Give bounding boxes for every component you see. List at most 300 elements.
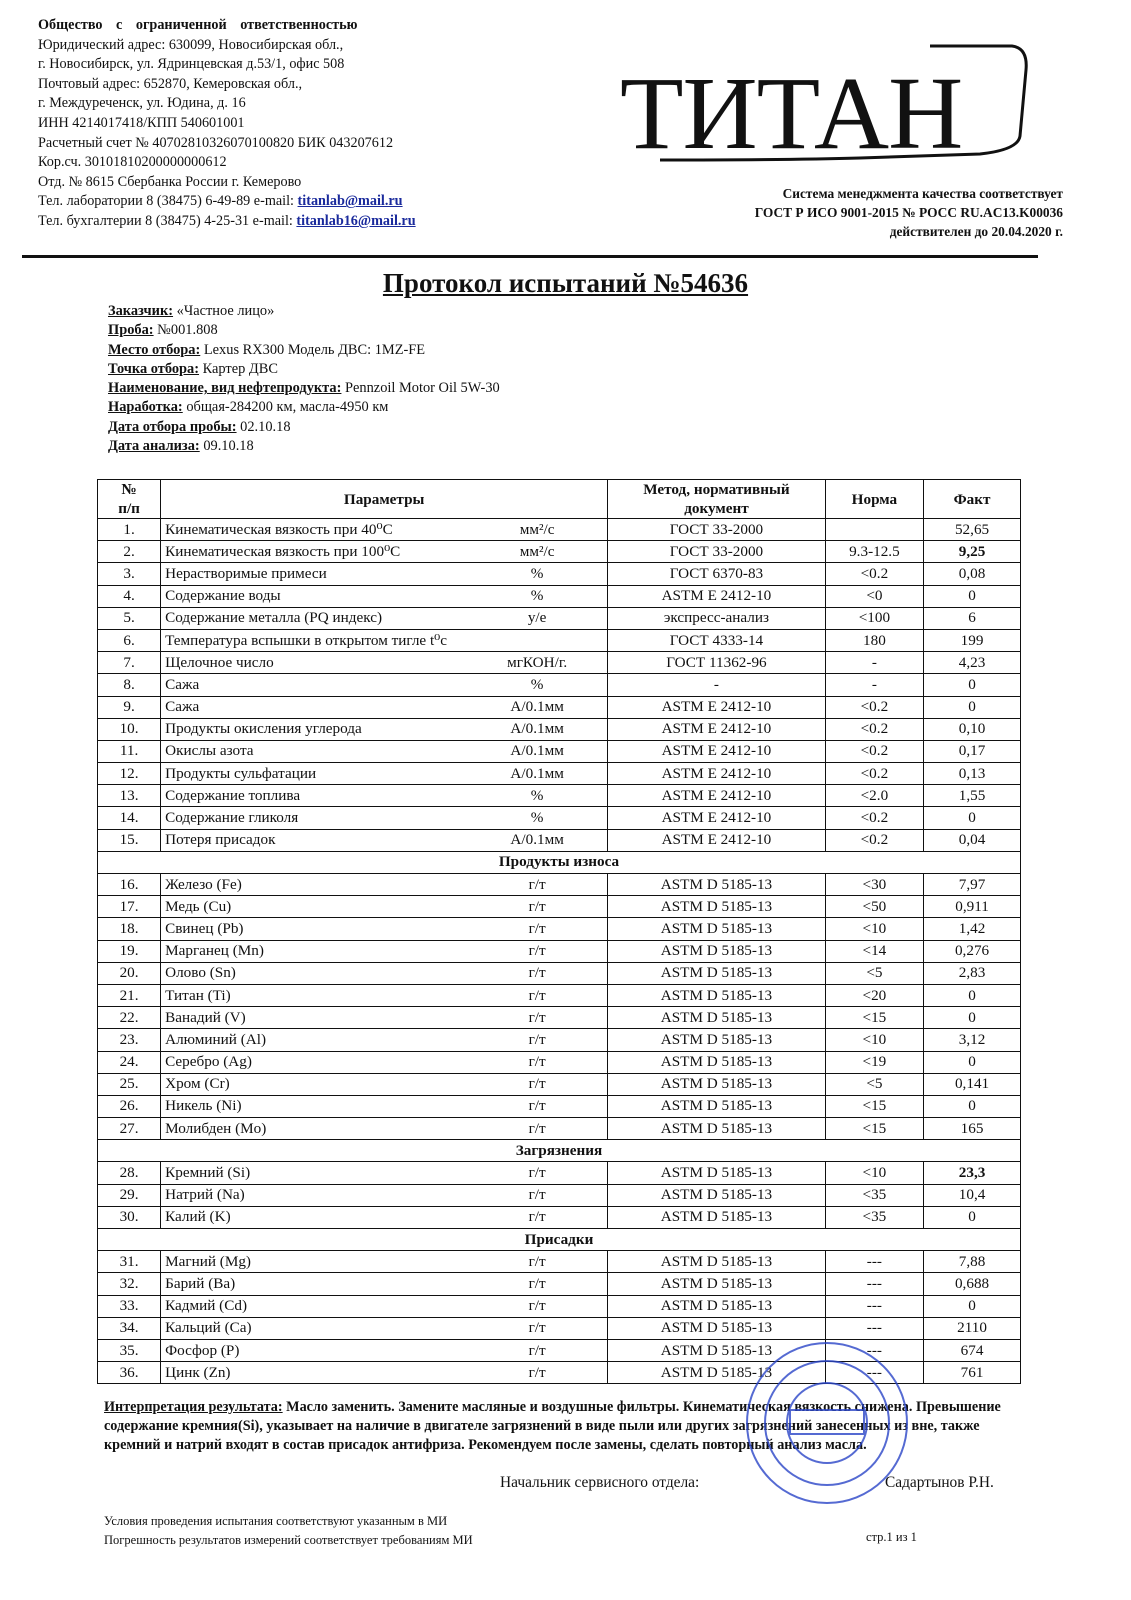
meta-line (108, 321, 500, 340)
row-number: 14. (98, 807, 161, 829)
table-row (98, 541, 1021, 563)
table-row (98, 1273, 1021, 1295)
row-parameter (161, 940, 608, 962)
parameter-name: Калий (K) (165, 1208, 231, 1226)
row-parameter (161, 1184, 608, 1206)
row-norm: --- (825, 1362, 923, 1384)
row-number: 23. (98, 1029, 161, 1051)
company-address-line: Кор.сч. 30101810200000000612 (38, 154, 227, 171)
parameter-name: Окислы азота (165, 742, 254, 760)
row-fact: 6 (924, 607, 1021, 629)
company-address-line: Отд. № 8615 Сбербанка России г. Кемерово (38, 173, 302, 190)
table-row (98, 652, 1021, 674)
table-row (98, 519, 1021, 541)
row-parameter (161, 1339, 608, 1361)
table-row (98, 629, 1021, 651)
results-body (98, 519, 1021, 1384)
table-row (98, 718, 1021, 740)
meta-line (108, 360, 500, 379)
row-number: 27. (98, 1118, 161, 1140)
parameter-unit: А/0.1мм (510, 742, 564, 760)
row-fact: 0,08 (924, 563, 1021, 585)
parameter-unit: г/т (528, 1274, 546, 1292)
meta-key: Дата анализа: (108, 438, 200, 455)
row-parameter (161, 563, 608, 585)
parameter-unit: г/т (528, 1319, 546, 1337)
row-method: ASTM E 2412-10 (608, 785, 826, 807)
row-fact: 199 (924, 629, 1021, 651)
table-row (98, 1295, 1021, 1317)
row-number: 24. (98, 1051, 161, 1073)
meta-key: Место отбора: (108, 341, 201, 358)
row-fact: 7,97 (924, 874, 1021, 896)
row-fact: 674 (924, 1339, 1021, 1361)
row-norm: <10 (825, 1029, 923, 1051)
certification-block (755, 184, 1063, 241)
row-method: ГОСТ 4333-14 (608, 629, 826, 651)
row-norm: <0.2 (825, 563, 923, 585)
row-norm: <15 (825, 1095, 923, 1117)
header-number: № п/п (98, 480, 161, 519)
meta-line (108, 379, 500, 398)
row-number: 12. (98, 763, 161, 785)
company-address-lines (38, 36, 558, 193)
parameter-name: Барий (Ba) (165, 1274, 236, 1292)
parameter-name: Содержание гликоля (165, 809, 299, 827)
row-method: ГОСТ 33-2000 (608, 519, 826, 541)
section-label: Продукты износа (98, 851, 1021, 873)
header-norm: Норма (825, 480, 923, 519)
parameter-name: Сажа (165, 675, 200, 693)
table-row (98, 785, 1021, 807)
row-parameter (161, 785, 608, 807)
row-method: ASTM D 5185-13 (608, 1162, 826, 1184)
section-label: Загрязнения (98, 1140, 1021, 1162)
row-parameter (161, 1317, 608, 1339)
row-method: ГОСТ 11362-96 (608, 652, 826, 674)
row-fact: 23,3 (924, 1162, 1021, 1184)
row-parameter (161, 652, 608, 674)
row-fact: 0,911 (924, 896, 1021, 918)
table-row (98, 1317, 1021, 1339)
accounting-email-link[interactable]: titanlab16@mail.ru (296, 212, 416, 229)
row-parameter (161, 896, 608, 918)
header-method: Метод, нормативный документ (608, 480, 826, 519)
parameter-name: Алюминий (Al) (165, 1030, 267, 1048)
meta-value: «Частное лицо» (173, 303, 275, 319)
header-fact: Факт (924, 480, 1021, 519)
company-info (38, 16, 558, 232)
row-fact: 0,276 (924, 940, 1021, 962)
row-method: ASTM D 5185-13 (608, 1118, 826, 1140)
parameter-name: Фосфор (P) (165, 1341, 240, 1359)
parameter-name: Никель (Ni) (165, 1097, 242, 1115)
row-number: 16. (98, 874, 161, 896)
row-number: 22. (98, 1007, 161, 1029)
row-norm: <20 (825, 984, 923, 1006)
row-number: 31. (98, 1251, 161, 1273)
row-norm: <0.2 (825, 718, 923, 740)
row-method: ASTM D 5185-13 (608, 1339, 826, 1361)
logo-swoosh-icon (620, 40, 1065, 165)
row-method: ASTM D 5185-13 (608, 1095, 826, 1117)
section-row (98, 1229, 1021, 1251)
row-norm: <19 (825, 1051, 923, 1073)
stamp-icon (742, 1338, 912, 1508)
row-norm: <0.2 (825, 807, 923, 829)
row-number: 2. (98, 541, 161, 563)
row-parameter (161, 763, 608, 785)
row-norm: <14 (825, 940, 923, 962)
company-address-line: Почтовый адрес: 652870, Кемеровская обл., (38, 75, 303, 92)
row-norm: <35 (825, 1206, 923, 1228)
parameter-name: Кинематическая вязкость при 40⁰С (165, 520, 393, 538)
row-method: ASTM D 5185-13 (608, 1295, 826, 1317)
parameter-name: Молибден (Mo) (165, 1119, 267, 1137)
row-number: 21. (98, 984, 161, 1006)
company-address-line: г. Междуреченск, ул. Юдина, д. 16 (38, 95, 246, 112)
row-method: ГОСТ 6370-83 (608, 563, 826, 585)
parameter-unit: А/0.1мм (510, 720, 564, 738)
section-row (98, 851, 1021, 873)
row-fact: 0 (924, 1095, 1021, 1117)
parameter-unit: г/т (528, 1053, 546, 1071)
parameter-name: Содержание топлива (165, 786, 301, 804)
parameter-unit: мгКОН/г. (507, 653, 568, 671)
lab-email-link[interactable]: titanlab@mail.ru (297, 193, 403, 210)
row-number: 26. (98, 1095, 161, 1117)
row-fact: 1,42 (924, 918, 1021, 940)
row-fact: 0 (924, 1051, 1021, 1073)
row-norm: <35 (825, 1184, 923, 1206)
footer-line: Погрешность результатов измерений соответствует требованиям МИ (104, 1533, 473, 1547)
page-number: стр.1 из 1 (866, 1530, 917, 1544)
interpretation-label: Интерпретация результата: (104, 1399, 283, 1415)
table-row (98, 1184, 1021, 1206)
row-norm: <5 (825, 962, 923, 984)
row-method: ASTM D 5185-13 (608, 896, 826, 918)
parameter-name: Марганец (Mn) (165, 942, 264, 960)
company-name: Общество с ограниченной ответственностью (38, 17, 358, 33)
row-method: ASTM D 5185-13 (608, 1007, 826, 1029)
row-number: 9. (98, 696, 161, 718)
row-norm: <10 (825, 1162, 923, 1184)
row-fact: 1,55 (924, 785, 1021, 807)
parameter-name: Медь (Cu) (165, 897, 232, 915)
row-norm: <2.0 (825, 785, 923, 807)
parameter-name: Магний (Mg) (165, 1252, 251, 1270)
parameter-unit: мм²/с (519, 542, 555, 560)
parameter-name: Натрий (Na) (165, 1186, 245, 1204)
row-norm: <15 (825, 1118, 923, 1140)
table-row (98, 1206, 1021, 1228)
row-fact: 0,141 (924, 1073, 1021, 1095)
row-method: ASTM D 5185-13 (608, 1073, 826, 1095)
row-fact: 7,88 (924, 1251, 1021, 1273)
parameter-name: Сажа (165, 698, 200, 716)
row-fact: 0,688 (924, 1273, 1021, 1295)
row-norm: <0.2 (825, 696, 923, 718)
row-norm: <50 (825, 896, 923, 918)
parameter-unit: г/т (528, 1075, 546, 1093)
parameter-unit: г/т (528, 1119, 546, 1137)
row-number: 29. (98, 1184, 161, 1206)
meta-value: №001.808 (153, 322, 218, 339)
parameter-name: Кальций (Ca) (165, 1319, 252, 1337)
parameter-unit: у/е (527, 609, 547, 627)
row-norm: <0.2 (825, 740, 923, 762)
signature-name: Садартынов Р.Н. (885, 1474, 994, 1491)
row-parameter (161, 541, 608, 563)
row-parameter (161, 1095, 608, 1117)
row-norm: - (825, 652, 923, 674)
row-number: 17. (98, 896, 161, 918)
meta-line (108, 341, 500, 360)
row-fact: 3,12 (924, 1029, 1021, 1051)
row-method: ASTM E 2412-10 (608, 829, 826, 851)
row-method: ASTM D 5185-13 (608, 874, 826, 896)
row-number: 35. (98, 1339, 161, 1361)
row-parameter (161, 1007, 608, 1029)
table-row (98, 962, 1021, 984)
row-method: - (608, 674, 826, 696)
meta-value: Картер ДВС (199, 360, 278, 377)
meta-line (108, 418, 500, 437)
row-norm: --- (825, 1317, 923, 1339)
row-method: ASTM E 2412-10 (608, 696, 826, 718)
meta-value: общая-284200 км, масла-4950 км (182, 399, 389, 416)
row-parameter (161, 718, 608, 740)
row-parameter (161, 874, 608, 896)
row-norm: <0.2 (825, 763, 923, 785)
row-fact: 10,4 (924, 1184, 1021, 1206)
row-number: 33. (98, 1295, 161, 1317)
row-parameter (161, 918, 608, 940)
parameter-name: Цинк (Zn) (165, 1363, 231, 1381)
parameter-name: Нерастворимые примеси (165, 564, 327, 582)
page-title: Протокол испытаний №54636 (382, 268, 749, 298)
row-fact: 0 (924, 984, 1021, 1006)
row-number: 15. (98, 829, 161, 851)
parameter-name: Кинематическая вязкость при 100⁰С (165, 542, 401, 560)
parameter-unit: г/т (528, 1008, 546, 1026)
row-method: ASTM D 5185-13 (608, 984, 826, 1006)
row-number: 6. (98, 629, 161, 651)
row-fact: 0 (924, 696, 1021, 718)
row-method: ASTM D 5185-13 (608, 962, 826, 984)
row-number: 10. (98, 718, 161, 740)
row-parameter (161, 519, 608, 541)
row-fact: 52,65 (924, 519, 1021, 541)
header-params: Параметры (161, 480, 608, 519)
meta-line (108, 437, 500, 456)
row-fact: 0 (924, 1007, 1021, 1029)
row-norm (825, 519, 923, 541)
row-fact: 0,13 (924, 763, 1021, 785)
row-number: 20. (98, 962, 161, 984)
parameter-unit: % (530, 675, 544, 693)
row-parameter (161, 696, 608, 718)
company-address-line: Юридический адрес: 630099, Новосибирская обл., (38, 36, 344, 53)
row-norm: <100 (825, 607, 923, 629)
meta-key: Дата отбора пробы: (108, 418, 237, 435)
row-number: 5. (98, 607, 161, 629)
row-method: ASTM E 2412-10 (608, 740, 826, 762)
section-row (98, 1140, 1021, 1162)
row-number: 25. (98, 1073, 161, 1095)
row-parameter (161, 740, 608, 762)
cert-line: действителен до 20.04.2020 г. (889, 224, 1063, 239)
table-row (98, 763, 1021, 785)
parameter-name: Температура вспышки в открытом тигле t⁰с (165, 631, 447, 649)
meta-key: Точка отбора: (108, 360, 200, 377)
table-row (98, 1051, 1021, 1073)
parameter-name: Потеря присадок (165, 831, 276, 849)
row-parameter (161, 1162, 608, 1184)
parameter-unit: мм²/с (519, 520, 555, 538)
row-parameter (161, 1029, 608, 1051)
meta-value: 02.10.18 (236, 418, 291, 435)
row-method: ASTM D 5185-13 (608, 1251, 826, 1273)
meta-key: Наработка: (108, 399, 183, 416)
table-row (98, 607, 1021, 629)
row-norm: 180 (825, 629, 923, 651)
row-method: ASTM E 2412-10 (608, 585, 826, 607)
row-parameter (161, 629, 608, 651)
row-number: 30. (98, 1206, 161, 1228)
parameter-name: Свинец (Pb) (165, 919, 244, 937)
parameter-unit: А/0.1мм (510, 831, 564, 849)
lab-contact: Тел. лаборатории 8 (38475) 6-49-89 e-mail: titanlab@mail.ru (38, 193, 403, 210)
parameter-unit: г/т (528, 875, 546, 893)
row-number: 1. (98, 519, 161, 541)
row-parameter (161, 1273, 608, 1295)
row-norm: --- (825, 1339, 923, 1361)
row-method: ASTM D 5185-13 (608, 1273, 826, 1295)
logo-text: ТИТАН (620, 56, 963, 171)
row-fact: 0,17 (924, 740, 1021, 762)
row-fact: 0 (924, 585, 1021, 607)
row-parameter (161, 1251, 608, 1273)
table-row (98, 1118, 1021, 1140)
company-address-line: г. Новосибирск, ул. Ядринцевская д.53/1, офис 508 (38, 56, 345, 73)
meta-line (108, 302, 500, 321)
meta-line (108, 398, 500, 417)
row-norm: <0 (825, 585, 923, 607)
titan-logo (620, 56, 1065, 180)
row-number: 7. (98, 652, 161, 674)
parameter-name: Содержание воды (165, 587, 281, 605)
table-row (98, 1073, 1021, 1095)
table-row (98, 1029, 1021, 1051)
parameter-unit: % (530, 786, 544, 804)
section-label: Присадки (98, 1229, 1021, 1251)
row-fact: 0,10 (924, 718, 1021, 740)
row-fact: 0 (924, 674, 1021, 696)
parameter-unit: г/т (528, 986, 546, 1004)
row-method: ASTM E 2412-10 (608, 807, 826, 829)
parameter-name: Ванадий (V) (165, 1008, 246, 1026)
row-method: ASTM D 5185-13 (608, 1029, 826, 1051)
parameter-name: Щелочное число (165, 653, 274, 671)
table-row (98, 896, 1021, 918)
row-method: ASTM D 5185-13 (608, 1051, 826, 1073)
sample-meta (108, 302, 500, 456)
table-row (98, 696, 1021, 718)
table-row (98, 1007, 1021, 1029)
parameter-unit: г/т (528, 964, 546, 982)
interpretation-text: Масло заменить. Замените масляные и воздушные фильтры. Кинематическая вязкость снижена. Превышение содержание кремния(Si), указывает на наличие в двигателе загрязнений в виде пыли или других загрязнений занесенных из вне, также кремний и натрий входят в состав присадок антифриза. Рекомендуем после замены, сделать повторный анализ масла. (104, 1399, 1001, 1453)
row-norm: 9.3-12.5 (825, 541, 923, 563)
parameter-name: Продукты сульфатации (165, 764, 317, 782)
parameter-name: Кремний (Si) (165, 1164, 251, 1182)
row-norm: <0.2 (825, 829, 923, 851)
parameter-unit: г/т (528, 942, 546, 960)
row-number: 11. (98, 740, 161, 762)
row-fact: 165 (924, 1118, 1021, 1140)
signature-role: Начальник сервисного отдела: (500, 1474, 700, 1491)
meta-key: Заказчик: (108, 303, 174, 319)
cert-line: ГОСТ Р ИСО 9001-2015 № РОСС RU.AC13.K00036 (754, 205, 1063, 220)
row-parameter (161, 674, 608, 696)
results-table (97, 479, 1021, 1384)
row-parameter (161, 1295, 608, 1317)
parameter-unit: г/т (528, 1252, 546, 1270)
parameter-name: Олово (Sn) (165, 964, 236, 982)
row-fact: 2,83 (924, 962, 1021, 984)
row-norm: <30 (825, 874, 923, 896)
row-parameter (161, 607, 608, 629)
parameter-unit: % (530, 809, 544, 827)
row-parameter (161, 962, 608, 984)
row-norm: --- (825, 1295, 923, 1317)
parameter-name: Железо (Fe) (165, 875, 242, 893)
row-number: 28. (98, 1162, 161, 1184)
table-row (98, 563, 1021, 585)
table-row (98, 829, 1021, 851)
row-number: 3. (98, 563, 161, 585)
table-row (98, 740, 1021, 762)
parameter-name: Титан (Ti) (165, 986, 231, 1004)
company-address-line: Расчетный счет № 40702810326070100820 БИК 043207612 (38, 134, 394, 151)
row-fact: 4,23 (924, 652, 1021, 674)
row-norm: <10 (825, 918, 923, 940)
parameter-unit: г/т (528, 1030, 546, 1048)
row-number: 36. (98, 1362, 161, 1384)
parameter-name: Серебро (Ag) (165, 1053, 252, 1071)
parameter-unit: г/т (528, 897, 546, 915)
table-row (98, 674, 1021, 696)
row-method: ГОСТ 33-2000 (608, 541, 826, 563)
row-parameter (161, 1206, 608, 1228)
row-norm: --- (825, 1251, 923, 1273)
parameter-unit: г/т (528, 1363, 546, 1381)
footer-notes (104, 1512, 473, 1550)
row-method: экспресс-анализ (608, 607, 826, 629)
row-fact: 9,25 (924, 541, 1021, 563)
row-fact: 0 (924, 1295, 1021, 1317)
table-row (98, 918, 1021, 940)
row-parameter (161, 1118, 608, 1140)
row-norm: - (825, 674, 923, 696)
parameter-unit: % (530, 587, 544, 605)
header-divider (22, 255, 1038, 258)
table-row (98, 984, 1021, 1006)
row-number: 18. (98, 918, 161, 940)
parameter-name: Кадмий (Cd) (165, 1297, 248, 1315)
row-parameter (161, 585, 608, 607)
row-parameter (161, 1362, 608, 1384)
